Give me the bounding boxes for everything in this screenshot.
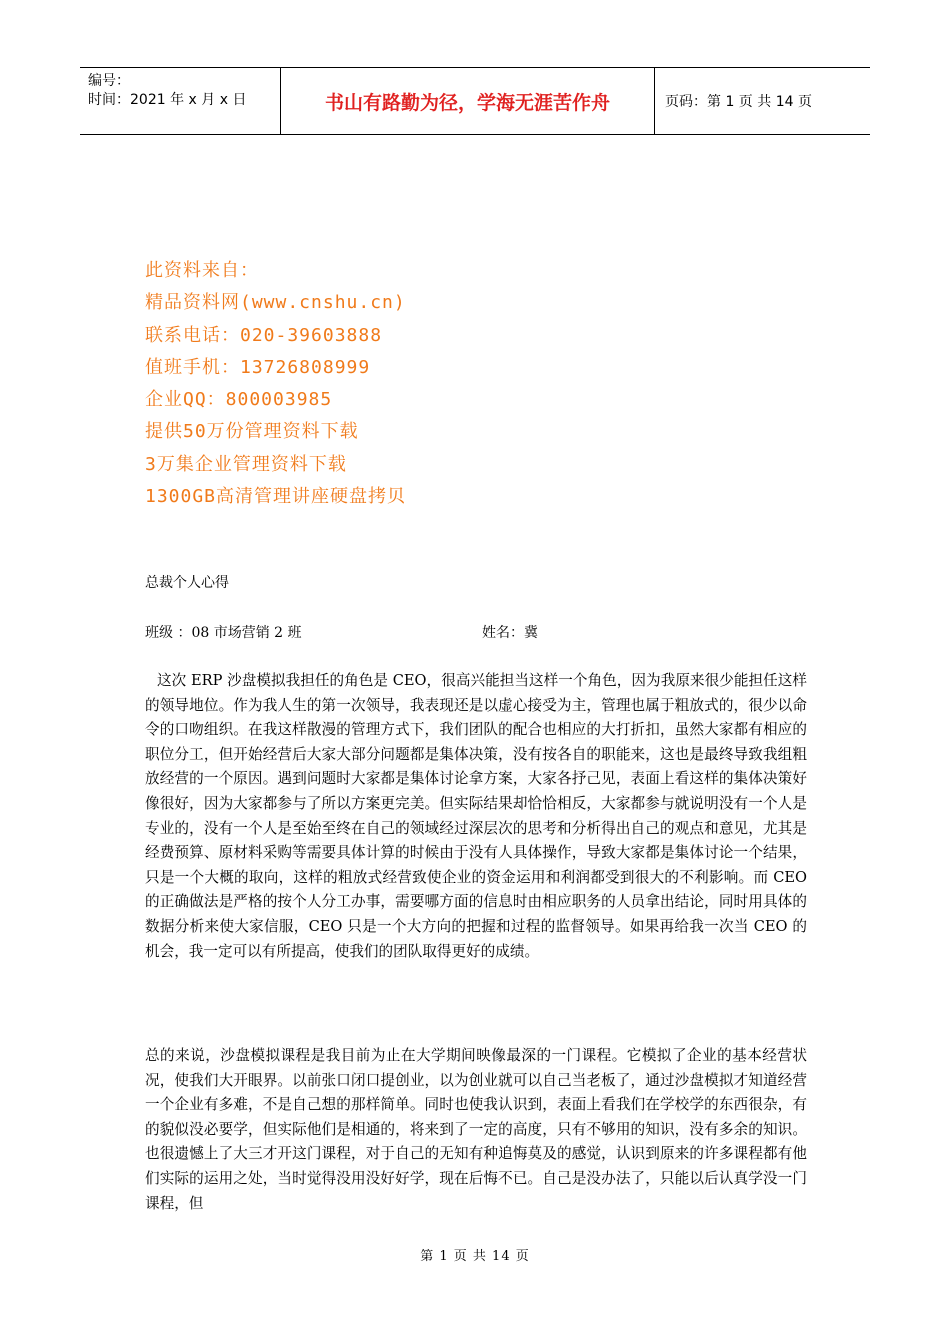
advert-line: 联系电话：020-39603888 — [145, 324, 383, 346]
page-code: 页码：第 1 页 共 14 页 — [665, 94, 812, 110]
page-footer: 第 1 页 共 14 页 — [420, 1249, 530, 1264]
header-left-cell — [80, 68, 281, 134]
name-label: 姓名：冀 — [482, 625, 538, 641]
advert-line: 3万集企业管理资料下载 — [145, 453, 347, 475]
paragraph-1: 这次 ERP 沙盘模拟我担任的角色是 CEO，很高兴能担当这样一个角色，因为我原来很少能担任这样的领导地位。作为我人生的第一次领导，我表现还是以虚心接受为主，管理也属于粗放式的，很少以命令的口吻组织。在我这样散漫的管理方式下，我们团队的配合也相应的大打折扣，虽然大家都有相应的职位分工，但开始经营后大家大部分问题都是集体决策，没有按各自的职能来，这也是最终导致我组粗放经营的一个原因。遇到问题时大家都是集体讨论拿方案，大家各抒己见，表面上看这样的集体决策好像很好，因为大家都参与了所以方案更完美。但实际结果却恰恰相反，大家都参与就说明没有一个人是专业的，没有一个人是至始至终在自己的领域经过深层次的思考和分析得出自己的观点和意见，尤其是经费预算、原材料采购等需要具体计算的时候由于没有人具体操作，导致大家都是集体讨论一个结果，只是一个大概的取向，这样的粗放式经营致使企业的资金运用和利润都受到很大的不利影响。而 CEO 的正确做法是严格的按个人分工办事，需要哪方面的信息时由相应职务的人员拿出结论，同时用具体的数据分析来使大家信服，CEO 只是一个大方向的把握和过程的监督领导。如果再给我一次当 CEO 的机会，我一定可以有所提高，使我们的团队取得更好的成绩。 — [145, 672, 807, 960]
paragraph-2: 总的来说，沙盘模拟课程是我目前为止在大学期间映像最深的一门课程。它模拟了企业的基本经营状况，使我们大开眼界。以前张口闭口提创业，以为创业就可以自己当老板了，通过沙盘模拟才知道经营一个企业有多难，不是自己想的那样简单。同时也使我认识到，表面上看我们在学校学的东西很杂，有的貌似没必要学，但实际他们是相通的，将来到了一定的高度，只有不够用的知识，没有多余的知识。也很遗憾上了大三才开这门课程，对于自己的无知有种追悔莫及的感觉，认识到原来的许多课程都有他们实际的运用之处，当时觉得没用没好好学，现在后悔不已。自己是没办法了，只能以后认真学没一门课程，但 — [145, 1047, 807, 1212]
class-label: 班级 ：08 市场营销 2 班 — [145, 625, 302, 641]
advert-line: 提供50万份管理资料下载 — [145, 421, 359, 443]
document-title: 总裁个人心得 — [145, 575, 229, 591]
advert-line: 值班手机：13726808999 — [145, 356, 371, 378]
advert-block — [145, 255, 406, 513]
advert-line: 此资料来自： — [145, 260, 259, 281]
header-table — [80, 67, 870, 135]
number-label: 编号： — [88, 73, 130, 89]
time-label: 时间：2021 年 x 月 x 日 — [88, 92, 247, 108]
class-info-line — [145, 622, 805, 642]
motto: 书山有路勤为径，学海无涯苦作舟 — [281, 68, 655, 134]
advert-line: 企业QQ：800003985 — [145, 389, 333, 411]
advert-line: 1300GB高清管理讲座硬盘拷贝 — [145, 486, 407, 508]
advert-line: 精品资料网(www.cnshu.cn) — [145, 292, 406, 314]
